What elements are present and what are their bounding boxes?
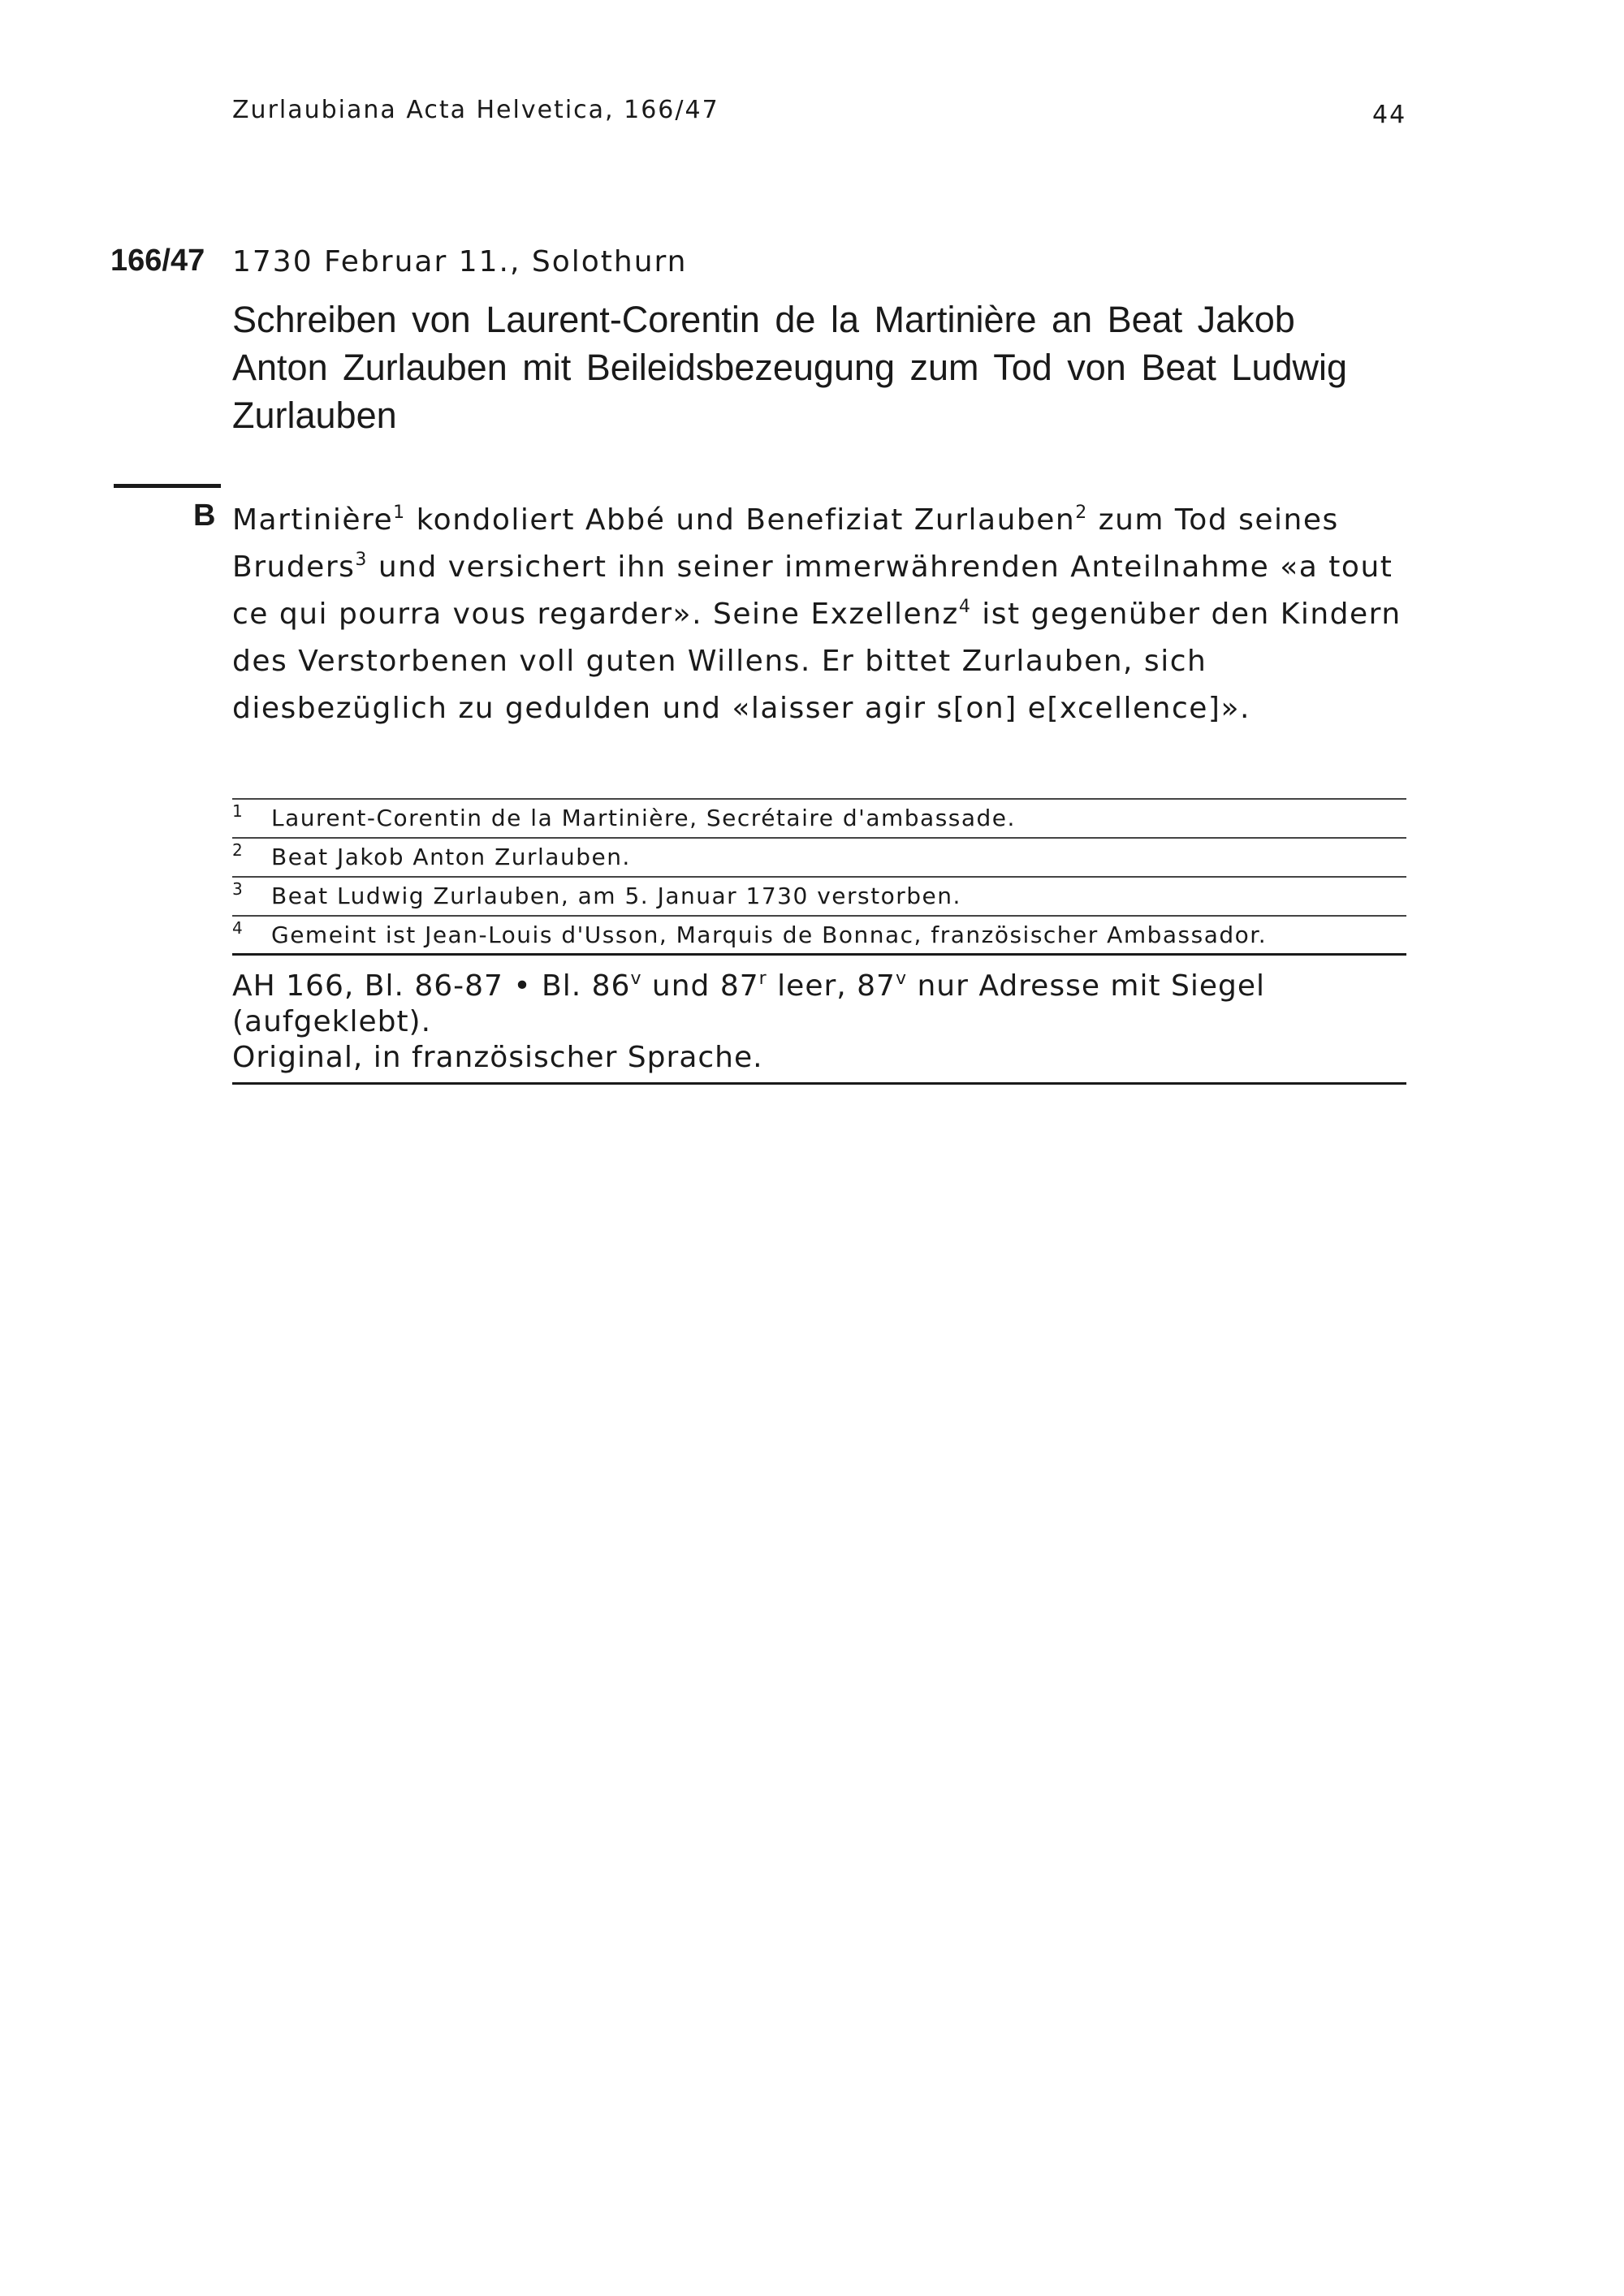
footnote-item [232,839,1406,878]
document-number-main: 166 [110,244,162,278]
document-date-place: 1730 Februar 11., Solothurn [232,245,688,278]
footnote-number: 3 [232,879,244,899]
page-number: 44 [1372,101,1407,129]
footnote-text: Beat Ludwig Zurlauben, am 5. Januar 1730 verstorben. [271,883,961,909]
footnote-ref: 3 [355,550,368,570]
footnote-ref: 1 [393,503,406,523]
document-number [110,244,205,278]
source-part: leer, 87 [767,969,896,1003]
footnote-ref: 4 [958,597,972,617]
regest-text [232,497,1418,732]
source-note [232,969,1406,1085]
footnote-text: Gemeint ist Jean-Louis d'Usson, Marquis de Bonnac, französischer Ambassador. [271,921,1268,948]
document-title: Schreiben von Laurent-Corentin de la Martinière an Beat Jakob Anton Zurlauben mit Beileidsbezeugung zum Tod von Beat Ludwig Zurlauben [232,299,1348,436]
footnote-number: 1 [232,801,244,821]
footnote-number: 2 [232,840,244,860]
source-line-1 [232,969,1406,1040]
footnotes-list [232,798,1406,956]
regest-part: ist gegenüber den Kindern des Verstorbenen voll guten Willens. Er bittet Zurlauben, sich diesbezüglich zu gedulden und «laisser agir s[on] e[xcellence]». [232,598,1402,725]
regest-part: und versichert ihn seiner immerwährenden Anteilnahme «a tout ce qui pourra vous regarder». Seine Exzellenz [232,550,1393,631]
regest-part: kondoliert Abbé und Benefiziat Zurlauben [405,503,1076,537]
footnote-text: Beat Jakob Anton Zurlauben. [271,844,631,870]
source-part: nur Adresse mit Siegel (aufgeklebt). [232,969,1266,1038]
footnote-ref: 2 [1075,503,1088,523]
regest-part: zum Tod seines Bruders [232,503,1339,584]
footnote-item [232,878,1406,917]
folio-side: v [630,969,642,989]
folio-side: r [758,969,767,989]
section-marker-rule [114,484,221,488]
running-header: Zurlaubiana Acta Helvetica, 166/47 [232,96,719,124]
source-line-2: Original, in französischer Sprache. [232,1041,763,1074]
folio-side: v [895,969,907,989]
regest-label: B [193,498,216,533]
source-part: und 87 [641,969,759,1003]
footnote-number: 4 [232,918,244,938]
regest-part: Martinière [232,503,394,537]
footnote-item [232,800,1406,839]
footnote-text: Laurent-Corentin de la Martinière, Secrétaire d'ambassade. [271,805,1016,831]
document-number-sub: /47 [162,244,205,278]
footnote-item [232,917,1406,956]
source-part: AH 166, Bl. 86-87 • Bl. 86 [232,969,631,1003]
